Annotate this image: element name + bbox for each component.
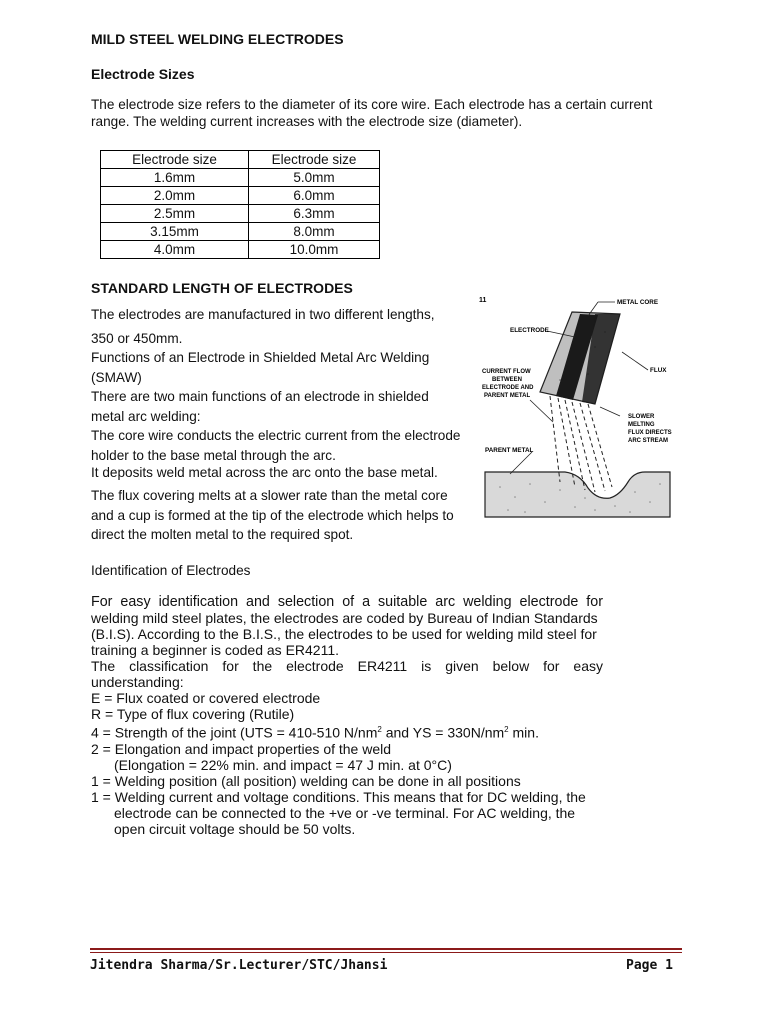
footer-rule-thin xyxy=(90,952,682,953)
label-melting: MELTING xyxy=(628,422,655,428)
table-row xyxy=(101,169,380,187)
parent-metal-shape xyxy=(485,472,670,517)
function-deposit: It deposits weld metal across the arc onto the base metal. xyxy=(91,465,438,480)
strength-part-a: 4 = Strength of the joint (UTS = 410-510 N/nm xyxy=(91,724,378,741)
elongation-detail: (Elongation = 22% min. and impact = 47 J min. at 0°C) xyxy=(114,756,452,773)
electrode-size-intro: The electrode size refers to the diameter of its core wire. Each electrode has a certain current range. The welding current increases with the electrode size (diameter). xyxy=(91,97,653,129)
table-header-cell: Electrode size xyxy=(101,151,249,169)
label-electrode: ELECTRODE xyxy=(510,327,549,334)
flux-covering-text: The flux covering melts at a slower rate than the metal core and a cup is formed at the tip of the electrode which helps to direct the molten metal to the required spot. xyxy=(91,488,454,542)
label-slower: SLOWER xyxy=(628,414,655,420)
superscript: 2 xyxy=(504,725,509,734)
label-parent-metal: PARENT METAL xyxy=(485,447,534,454)
code-1-current-line2: electrode can be connected to the +ve or -ve terminal. For AC welding, the xyxy=(114,804,576,821)
footer-page-number: Page 1 xyxy=(626,958,673,973)
code-r: R = Type of flux covering (Rutile) xyxy=(91,706,295,722)
code-4-strength xyxy=(91,722,603,741)
code-2-elongation: 2 = Elongation and impact properties of the weld xyxy=(91,740,392,757)
ident-para2-line1: The classification for the electrode ER4211 is given below for easy xyxy=(91,658,603,674)
ident-para1-line1: For easy identification and selection of a suitable arc welding electrode for xyxy=(91,594,603,610)
label-current-flow-3: ELECTRODE AND xyxy=(482,385,534,391)
table-cell: 10.0mm xyxy=(249,241,380,259)
ident-para2-line2: understanding: xyxy=(91,674,184,690)
electrode-diagram xyxy=(470,292,685,522)
ident-para1-rest: welding mild steel plates, the electrodes are coded by Bureau of Indian Standards (B.I.S). According to the B.I.S., the electrodes to be used for welding mild steel for training a beginner is coded as ER4211. xyxy=(91,610,598,658)
strength-part-c: min. xyxy=(508,724,539,741)
table-header-cell: Electrode size xyxy=(249,151,380,169)
functions-heading: Functions of an Electrode in Shielded Metal Arc Welding (SMAW) xyxy=(91,350,430,385)
table-row xyxy=(101,205,380,223)
superscript: 2 xyxy=(377,725,382,734)
table-cell: 6.0mm xyxy=(249,187,380,205)
table-cell: 5.0mm xyxy=(249,169,380,187)
figure-number: 11 xyxy=(479,297,487,304)
table-cell: 8.0mm xyxy=(249,223,380,241)
footer-rule xyxy=(90,948,682,950)
table-cell: 2.5mm xyxy=(101,205,249,223)
code-1-current-line1: 1 = Welding current and voltage conditions. This means that for DC welding, the xyxy=(91,788,586,805)
electrode-size-table xyxy=(100,150,380,259)
length-text-line2: 350 or 450mm. xyxy=(91,331,183,346)
document-title: MILD STEEL WELDING ELECTRODES xyxy=(91,31,344,47)
table-cell: 1.6mm xyxy=(101,169,249,187)
section-heading-standard-length: STANDARD LENGTH OF ELECTRODES xyxy=(91,280,353,296)
label-metal-core: METAL CORE xyxy=(617,299,659,306)
label-flux-directs: FLUX DIRECTS xyxy=(628,430,672,436)
functions-intro: There are two main functions of an electrode in shielded metal arc welding: xyxy=(91,389,429,424)
footer-author: Jitendra Sharma/Sr.Lecturer/STC/Jhansi xyxy=(90,958,388,973)
label-current-flow: CURRENT FLOW xyxy=(482,369,531,375)
strength-part-b: and YS = 330N/nm xyxy=(381,724,505,741)
table-cell: 4.0mm xyxy=(101,241,249,259)
identification-heading: Identification of Electrodes xyxy=(91,563,251,578)
table-cell: 3.15mm xyxy=(101,223,249,241)
length-text-line1: The electrodes are manufactured in two different lengths, xyxy=(91,307,435,322)
label-arc-stream: ARC STREAM xyxy=(628,438,668,444)
identification-body xyxy=(91,594,603,837)
section-heading-electrode-sizes: Electrode Sizes xyxy=(91,66,195,82)
label-flux: FLUX xyxy=(650,367,667,374)
table-cell: 6.3mm xyxy=(249,205,380,223)
table-header-row xyxy=(101,151,380,169)
code-e: E = Flux coated or covered electrode xyxy=(91,690,321,706)
code-1-current-line3: open circuit voltage should be 50 volts. xyxy=(114,820,356,837)
table-row xyxy=(101,241,380,259)
code-1-position: 1 = Welding position (all position) welding can be done in all positions xyxy=(91,772,521,789)
table-row xyxy=(101,223,380,241)
label-current-flow-2: BETWEEN xyxy=(492,377,522,383)
label-current-flow-4: PARENT METAL xyxy=(484,393,531,399)
function-core-wire: The core wire conducts the electric current from the electrode holder to the base metal through the arc. xyxy=(91,428,461,463)
table-cell: 2.0mm xyxy=(101,187,249,205)
table-row xyxy=(101,187,380,205)
